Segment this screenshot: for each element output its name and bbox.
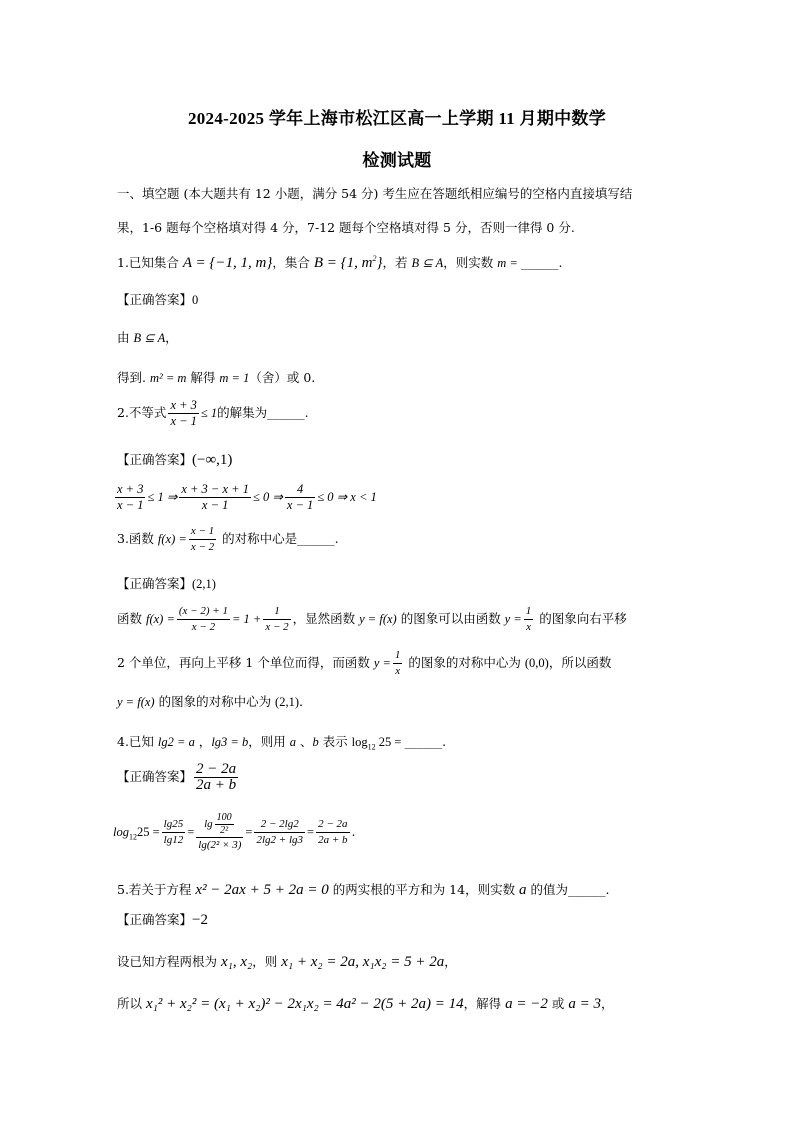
answer-label: 【正确答案】	[117, 292, 193, 307]
q1-answer-value: 0	[192, 293, 199, 307]
question-3: 3.函数 f(x) = $\frac{x - 1}{x - 2}$ 的对称中心是______.	[117, 525, 339, 553]
q3-solution-line3: y = f(x) 的图象的对称中心为 (2,1).	[117, 694, 303, 709]
doc-title-line2: 检测试题	[362, 151, 432, 170]
q5-answer	[117, 910, 208, 929]
question-2: 2.不等式 $\frac{x + 3}{x - 1}$ ≤ 1的解集为______.	[117, 398, 309, 428]
q3-solution-line1: 函数 f(x) = $\frac{(x - 2) + 1}{x - 2}$ = 1 + $\frac{1}{x - 2}$ ，显然函数 y = f(x) 的图象可以由函数 y = $\frac{1}{x}$ 的图象向右平移	[117, 605, 627, 633]
q3-answer	[117, 574, 216, 592]
question-4: 4.已知 lg2 = a ，lg3 = b，则用 a 、b 表示 $\log_{12} 25$ = ______.	[117, 734, 447, 752]
question-1	[117, 253, 562, 272]
q3-answer-value: (2,1)	[192, 577, 216, 591]
q1-cond-pre: ，若	[382, 255, 412, 270]
q1-solution-line2: 得到. m² = m 解得 m = 1（舍）或 0.	[117, 370, 316, 385]
q2-solution: $\frac{x + 3}{x - 1}$ ≤ 1 ⇒ $\frac{x + 3 - x + 1}{x - 1}$ ≤ 0 ⇒ $\frac{4}{x - 1}$ ≤ 0 ⇒ x < 1	[117, 482, 377, 512]
q2-fraction: $\frac{x + 3}{x - 1}$	[170, 398, 197, 428]
q5-answer-value: −2	[192, 912, 208, 928]
q1-set-b: B = {1, $m^2$}	[313, 254, 383, 271]
q1-blank: ______.	[520, 255, 563, 270]
answer-label: 【正确答案】	[117, 576, 193, 591]
q4-answer	[117, 762, 240, 793]
q1-prefix: 1.已知集合	[117, 255, 183, 270]
q4-answer-value: $\frac{2 - 2a}{2a + b}$	[196, 761, 237, 793]
q3-solution-line2: 2 个单位，再向上平移 1 个单位而得，而函数 y = $\frac{1}{x}$ 的图象的对称中心为 (0,0)，所以函数	[117, 649, 612, 677]
q2-answer	[117, 450, 232, 469]
q5-solution-line2: 所以 x₁² + x₂² = (x₁ + x₂)² − 2x₁x₂ = 4a² − 2(5 + 2a) = 14，解得 a = −2 或 a = 3，	[117, 996, 614, 1012]
q2-answer-value: (−∞,1)	[192, 452, 233, 468]
doc-title-line1: 2024-2025 学年上海市松江区高一上学期 11 月期中数学	[187, 109, 607, 128]
q1-var: m =	[497, 256, 521, 270]
q1-set-a: A = {−1, 1, m}	[182, 255, 273, 271]
q1-answer	[117, 290, 198, 308]
q1-cond: B ⊆ A	[411, 256, 444, 270]
answer-label: 【正确答案】	[117, 769, 193, 784]
q1-mid: ，集合	[272, 255, 314, 270]
instructions-line2: 果，1-6 题每个空格填对得 4 分，7-12 题每个空格填对得 5 分，否则一律得 0 分.	[117, 220, 575, 235]
question-5: 5.若关于方程 x² − 2ax + 5 + 2a = 0 的两实根的平方和为 14，则实数 a 的值为______.	[117, 882, 610, 898]
q5-solution-line1: 设已知方程两根为 x₁, x₂，则 x₁ + x₂ = 2a, x₁x₂ = 5 + 2a，	[117, 954, 457, 970]
answer-label: 【正确答案】	[117, 452, 193, 467]
q1-solution-line1: 由 B ⊆ A，	[117, 330, 178, 345]
q1-ask: ，则实数	[443, 255, 498, 270]
answer-label: 【正确答案】	[117, 912, 193, 927]
instructions-line1: 一、填空题 (本大题共有 12 小题，满分 54 分) 考生应在答题纸相应编号的空格内直接填写结	[117, 186, 633, 201]
q4-solution: $\log_{12}25$ = $\frac{\lg 25}{\lg 12}$ = lg $\frac{100}{\text{2²}}$ lg(2² × 3) = $\frac{2 - 2\lg 2}{2\lg 2 + \lg 3}$ = $\frac{2 - 2a}{2a + b}$ .	[113, 812, 356, 851]
